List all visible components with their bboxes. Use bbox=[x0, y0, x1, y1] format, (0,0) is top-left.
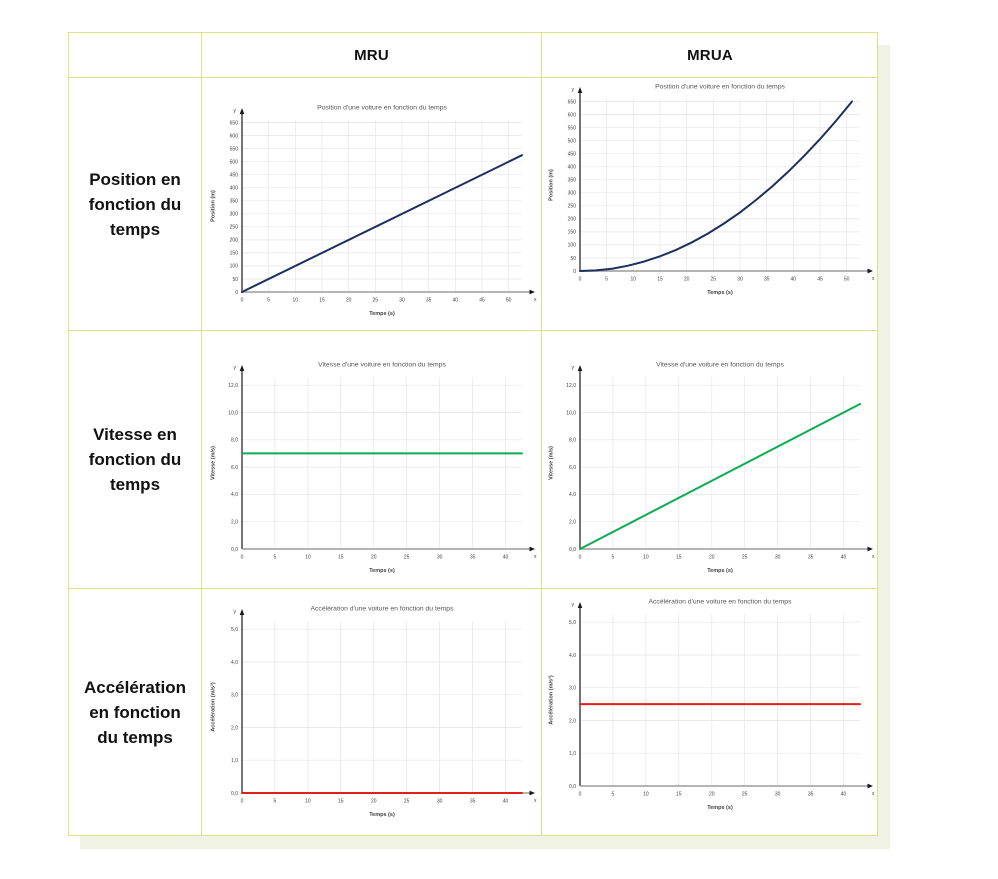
row-label-position-text: Position en fonction du temps bbox=[88, 169, 182, 239]
svg-text:Temps (s): Temps (s) bbox=[368, 812, 395, 818]
svg-text:x: x bbox=[872, 554, 875, 560]
svg-text:y: y bbox=[233, 609, 236, 615]
svg-text:10: 10 bbox=[304, 554, 311, 561]
chart-acceleration-mrua bbox=[544, 594, 876, 816]
svg-text:15: 15 bbox=[676, 554, 682, 561]
svg-text:30: 30 bbox=[436, 554, 442, 561]
svg-text:12,0: 12,0 bbox=[227, 383, 238, 389]
svg-text:5: 5 bbox=[605, 276, 609, 283]
svg-text:250: 250 bbox=[229, 224, 238, 231]
svg-text:20: 20 bbox=[370, 798, 377, 805]
svg-text:250: 250 bbox=[567, 203, 576, 210]
chart-vitesse-mru bbox=[206, 357, 538, 579]
svg-text:10,0: 10,0 bbox=[566, 410, 576, 417]
svg-text:500: 500 bbox=[229, 159, 238, 166]
svg-text:4,0: 4,0 bbox=[569, 492, 576, 499]
svg-text:15: 15 bbox=[318, 297, 325, 304]
row-label-position bbox=[69, 78, 202, 331]
svg-text:25: 25 bbox=[372, 297, 378, 304]
svg-text:20: 20 bbox=[683, 276, 690, 283]
svg-text:4,0: 4,0 bbox=[230, 492, 238, 499]
svg-text:y: y bbox=[571, 365, 574, 371]
svg-text:3,0: 3,0 bbox=[569, 685, 576, 692]
svg-text:Vitesse d'une voiture en fonct: Vitesse d'une voiture en fonction du temps bbox=[317, 361, 446, 369]
svg-text:150: 150 bbox=[229, 250, 238, 257]
svg-text:Position (m): Position (m) bbox=[210, 190, 216, 222]
svg-text:0: 0 bbox=[240, 297, 243, 304]
svg-text:5: 5 bbox=[611, 791, 615, 798]
svg-text:15: 15 bbox=[337, 798, 344, 805]
svg-text:40: 40 bbox=[452, 297, 458, 304]
cell-acceleration-mrua bbox=[542, 589, 878, 835]
svg-text:25: 25 bbox=[403, 554, 409, 561]
svg-text:5,0: 5,0 bbox=[230, 627, 238, 633]
svg-text:0: 0 bbox=[240, 554, 243, 561]
svg-text:x: x bbox=[872, 791, 875, 797]
svg-text:Accélération (m/s²): Accélération (m/s²) bbox=[548, 675, 555, 725]
svg-text:Temps (s): Temps (s) bbox=[707, 805, 733, 811]
chart-position-mrua bbox=[544, 79, 876, 301]
svg-text:25: 25 bbox=[710, 276, 717, 283]
svg-text:50: 50 bbox=[570, 255, 576, 262]
svg-text:650: 650 bbox=[567, 99, 576, 106]
svg-text:40: 40 bbox=[790, 276, 797, 283]
cell-vitesse-mrua bbox=[542, 331, 878, 589]
svg-text:Vitesse d'une voiture en fonct: Vitesse d'une voiture en fonction du temps bbox=[656, 361, 784, 369]
svg-text:x: x bbox=[533, 297, 536, 303]
row-label-acceleration bbox=[69, 589, 202, 835]
svg-text:35: 35 bbox=[807, 791, 814, 798]
svg-text:300: 300 bbox=[229, 211, 238, 218]
svg-text:500: 500 bbox=[567, 138, 576, 145]
svg-text:1,0: 1,0 bbox=[230, 758, 238, 764]
svg-text:Temps (s): Temps (s) bbox=[707, 568, 733, 574]
svg-text:20: 20 bbox=[709, 554, 715, 561]
svg-text:50: 50 bbox=[843, 276, 850, 283]
svg-text:200: 200 bbox=[229, 237, 238, 244]
svg-text:8,0: 8,0 bbox=[569, 437, 576, 444]
row-label-vitesse-text: Vitesse en fonction du temps bbox=[88, 425, 182, 494]
svg-text:y: y bbox=[571, 602, 574, 608]
svg-text:450: 450 bbox=[567, 151, 576, 158]
svg-text:35: 35 bbox=[763, 276, 770, 283]
svg-text:6,0: 6,0 bbox=[230, 464, 238, 471]
svg-text:5: 5 bbox=[273, 798, 276, 805]
svg-text:35: 35 bbox=[469, 554, 475, 561]
svg-text:10: 10 bbox=[292, 297, 298, 304]
svg-text:40: 40 bbox=[502, 798, 508, 805]
svg-text:35: 35 bbox=[807, 554, 814, 561]
svg-text:2,0: 2,0 bbox=[230, 725, 238, 732]
svg-text:Vitesse (m/s): Vitesse (m/s) bbox=[548, 446, 555, 480]
svg-text:50: 50 bbox=[505, 297, 511, 304]
svg-text:600: 600 bbox=[567, 112, 576, 119]
svg-text:Temps (s): Temps (s) bbox=[368, 568, 395, 574]
svg-text:45: 45 bbox=[817, 276, 823, 283]
cell-position-mrua bbox=[542, 78, 878, 331]
svg-text:350: 350 bbox=[229, 198, 238, 205]
svg-text:30: 30 bbox=[398, 297, 405, 304]
svg-text:5: 5 bbox=[266, 297, 270, 304]
svg-text:350: 350 bbox=[567, 177, 576, 184]
svg-text:20: 20 bbox=[709, 791, 715, 798]
chart-acceleration-mru bbox=[206, 601, 538, 823]
svg-text:35: 35 bbox=[469, 798, 475, 805]
svg-text:0: 0 bbox=[578, 791, 582, 798]
svg-text:30: 30 bbox=[774, 791, 781, 798]
svg-text:400: 400 bbox=[229, 185, 238, 192]
svg-text:25: 25 bbox=[741, 791, 748, 798]
svg-text:0,0: 0,0 bbox=[569, 783, 576, 790]
chart-position-mru bbox=[206, 100, 538, 322]
svg-text:10: 10 bbox=[304, 798, 311, 805]
svg-text:0,0: 0,0 bbox=[230, 790, 238, 797]
svg-text:y: y bbox=[233, 365, 236, 371]
svg-text:35: 35 bbox=[425, 297, 431, 304]
svg-text:300: 300 bbox=[567, 190, 576, 197]
svg-text:x: x bbox=[533, 554, 536, 560]
svg-text:Position d'une voiture en fonc: Position d'une voiture en fonction du temps bbox=[316, 104, 447, 112]
svg-text:40: 40 bbox=[840, 791, 847, 798]
svg-text:30: 30 bbox=[737, 276, 743, 283]
svg-text:20: 20 bbox=[370, 554, 377, 561]
svg-text:Accélération d'une voiture en: Accélération d'une voiture en fonction du temps bbox=[648, 598, 792, 606]
svg-text:0: 0 bbox=[234, 289, 238, 296]
svg-text:45: 45 bbox=[478, 297, 485, 304]
svg-text:600: 600 bbox=[229, 133, 238, 140]
svg-text:Temps (s): Temps (s) bbox=[368, 311, 395, 317]
svg-text:5: 5 bbox=[611, 554, 615, 561]
svg-text:15: 15 bbox=[337, 554, 344, 561]
svg-text:0: 0 bbox=[578, 276, 582, 283]
svg-text:25: 25 bbox=[403, 798, 409, 805]
svg-text:20: 20 bbox=[345, 297, 351, 304]
svg-text:4,0: 4,0 bbox=[569, 652, 576, 659]
svg-text:y: y bbox=[233, 108, 236, 114]
header-cell-mrua: MRUA bbox=[542, 33, 878, 78]
svg-text:0: 0 bbox=[578, 554, 582, 561]
chart-vitesse-mrua bbox=[544, 357, 876, 579]
row-label-vitesse bbox=[69, 331, 202, 589]
svg-text:30: 30 bbox=[774, 554, 781, 561]
svg-text:x: x bbox=[872, 276, 875, 282]
cell-position-mru bbox=[202, 78, 542, 331]
comparison-table bbox=[68, 32, 878, 836]
svg-text:5: 5 bbox=[273, 554, 276, 561]
svg-text:0,0: 0,0 bbox=[230, 546, 238, 553]
svg-text:3,0: 3,0 bbox=[230, 692, 238, 699]
cell-vitesse-mru bbox=[202, 331, 542, 589]
svg-text:50: 50 bbox=[231, 276, 238, 283]
cell-acceleration-mru bbox=[202, 589, 542, 835]
header-cell-empty bbox=[69, 33, 202, 78]
svg-text:150: 150 bbox=[567, 229, 576, 236]
svg-text:12,0: 12,0 bbox=[566, 383, 576, 389]
svg-text:8,0: 8,0 bbox=[230, 437, 238, 444]
svg-text:200: 200 bbox=[567, 216, 576, 223]
svg-text:Accélération (m/s²): Accélération (m/s²) bbox=[210, 682, 216, 732]
svg-text:10: 10 bbox=[630, 276, 637, 283]
svg-text:2,0: 2,0 bbox=[230, 519, 238, 526]
svg-text:15: 15 bbox=[657, 276, 663, 283]
svg-text:0: 0 bbox=[573, 268, 576, 275]
svg-text:40: 40 bbox=[502, 554, 508, 561]
svg-text:30: 30 bbox=[436, 798, 442, 805]
row-label-acceleration-text: Accélération en fonction du temps bbox=[83, 677, 187, 747]
svg-text:10: 10 bbox=[643, 791, 649, 798]
svg-text:100: 100 bbox=[567, 242, 576, 249]
svg-text:x: x bbox=[533, 798, 536, 804]
svg-text:100: 100 bbox=[229, 263, 238, 270]
svg-text:5,0: 5,0 bbox=[569, 620, 576, 626]
header-cell-mru: MRU bbox=[202, 33, 542, 78]
svg-text:400: 400 bbox=[567, 164, 576, 171]
svg-text:Position (m): Position (m) bbox=[548, 169, 555, 201]
svg-text:2,0: 2,0 bbox=[569, 519, 576, 526]
svg-text:10,0: 10,0 bbox=[227, 410, 238, 417]
svg-text:550: 550 bbox=[229, 146, 238, 153]
svg-text:Temps (s): Temps (s) bbox=[707, 290, 733, 296]
svg-text:y: y bbox=[571, 87, 574, 93]
svg-text:Accélération d'une voiture en: Accélération d'une voiture en fonction du temps bbox=[310, 605, 453, 613]
svg-text:15: 15 bbox=[676, 791, 682, 798]
svg-text:4,0: 4,0 bbox=[230, 659, 238, 666]
svg-text:40: 40 bbox=[840, 554, 847, 561]
svg-text:0: 0 bbox=[240, 798, 243, 805]
svg-text:650: 650 bbox=[229, 120, 238, 127]
svg-text:6,0: 6,0 bbox=[569, 464, 576, 471]
svg-text:10: 10 bbox=[643, 554, 649, 561]
svg-text:Position d'une voiture en fonc: Position d'une voiture en fonction du temps bbox=[655, 83, 785, 91]
svg-text:450: 450 bbox=[229, 172, 238, 179]
svg-text:2,0: 2,0 bbox=[569, 718, 576, 725]
svg-text:0,0: 0,0 bbox=[569, 546, 576, 553]
svg-text:Vitesse (m/s): Vitesse (m/s) bbox=[210, 446, 216, 480]
svg-text:25: 25 bbox=[741, 554, 748, 561]
svg-text:550: 550 bbox=[567, 125, 576, 132]
svg-text:1,0: 1,0 bbox=[569, 751, 576, 757]
